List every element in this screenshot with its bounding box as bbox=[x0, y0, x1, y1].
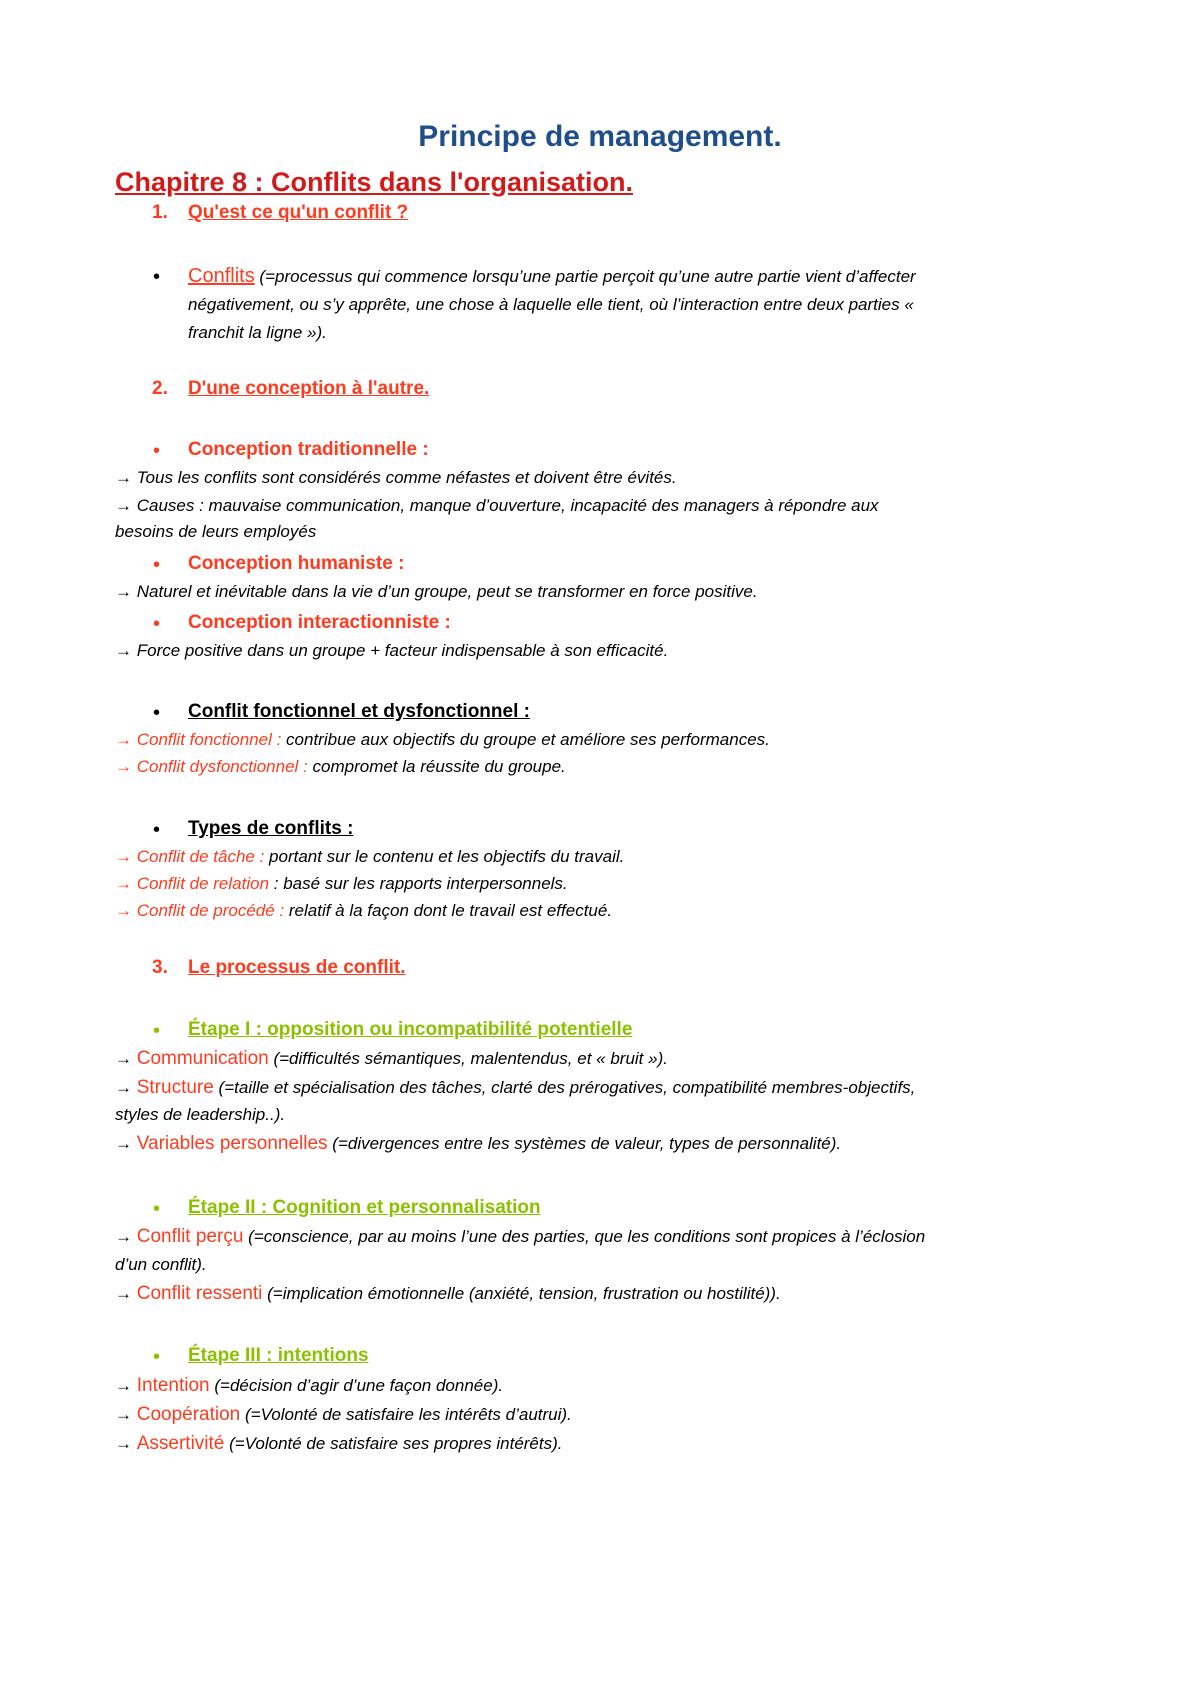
stage-1-line-2b: styles de leadership..). bbox=[115, 1105, 286, 1124]
trad-line-2b: besoins de leurs employés bbox=[115, 522, 317, 541]
bullet-icon: • bbox=[153, 1346, 161, 1368]
stage-3-line-1: → Intention (=décision d’agir d’une façon donnée). bbox=[115, 1375, 504, 1396]
bullet-icon: • bbox=[153, 1020, 161, 1042]
arrow-icon: → bbox=[115, 496, 132, 515]
arrow-icon: → bbox=[115, 757, 132, 776]
section-2-heading: D'une conception à l'autre. bbox=[188, 378, 430, 399]
arrow-icon: → bbox=[115, 1284, 132, 1303]
arrow-icon: → bbox=[115, 1134, 132, 1153]
arrow-icon: → bbox=[115, 847, 132, 866]
bullet-icon: • bbox=[153, 819, 161, 841]
bullet-icon: • bbox=[153, 613, 161, 635]
arrow-icon: → bbox=[115, 468, 132, 487]
section-1-number: 1. bbox=[152, 202, 168, 223]
stage-1-line-2: → Structure (=taille et spécialisation des tâches, clarté des prérogatives, compatibilité membres-objectifs, bbox=[115, 1077, 916, 1098]
types-label: Types de conflits : bbox=[188, 818, 354, 839]
arrow-icon: → bbox=[115, 1376, 132, 1395]
arrow-icon: → bbox=[115, 1405, 132, 1424]
stage-2-label: Étape II : Cognition et personnalisation bbox=[188, 1197, 541, 1218]
trad-line-2: → Causes : mauvaise communication, manque d’ouverture, incapacité des managers à répondre aux bbox=[115, 496, 879, 515]
trad-label: Conception traditionnelle : bbox=[188, 439, 429, 460]
stage-1-line-1: → Communication (=difficultés sémantiques, malentendus, et « bruit »). bbox=[115, 1048, 668, 1069]
bullet-icon: • bbox=[153, 266, 161, 288]
document-title: Principe de management. bbox=[418, 120, 782, 153]
stage-1-label: Étape I : opposition ou incompatibilité potentielle bbox=[188, 1019, 633, 1040]
term-conflits: Conflits bbox=[188, 265, 255, 287]
arrow-icon: → bbox=[115, 901, 132, 920]
section-3-heading: Le processus de conflit. bbox=[188, 957, 406, 978]
types-line-3: → Conflit de procédé : relatif à la façon dont le travail est effectué. bbox=[115, 901, 613, 920]
bullet-icon: • bbox=[153, 554, 161, 576]
stage-3-line-2: → Coopération (=Volonté de satisfaire les intérêts d’autrui). bbox=[115, 1404, 572, 1425]
arrow-icon: → bbox=[115, 582, 132, 601]
inter-line-1: → Force positive dans un groupe + facteur indispensable à son efficacité. bbox=[115, 641, 669, 660]
stage-3-label: Étape III : intentions bbox=[188, 1345, 369, 1366]
arrow-icon: → bbox=[115, 641, 132, 660]
fonc-label: Conflit fonctionnel et dysfonctionnel : bbox=[188, 701, 530, 722]
types-line-1: → Conflit de tâche : portant sur le contenu et les objectifs du travail. bbox=[115, 847, 625, 866]
types-line-2: → Conflit de relation : basé sur les rapports interpersonnels. bbox=[115, 874, 568, 893]
arrow-icon: → bbox=[115, 1434, 132, 1453]
stage-2-line-1: → Conflit perçu (=conscience, par au moins l’une des parties, que les conditions sont propices à l’éclosion bbox=[115, 1226, 926, 1247]
section-1-heading: Qu'est ce qu'un conflit ? bbox=[188, 202, 409, 223]
arrow-icon: → bbox=[115, 1049, 132, 1068]
bullet-icon: • bbox=[153, 1198, 161, 1220]
arrow-icon: → bbox=[115, 730, 132, 749]
section-3-number: 3. bbox=[152, 957, 168, 978]
fonc-line-2: → Conflit dysfonctionnel : compromet la réussite du groupe. bbox=[115, 757, 566, 776]
bullet-icon: • bbox=[153, 440, 161, 462]
stage-2-line-2: → Conflit ressenti (=implication émotionnelle (anxiété, tension, frustration ou hostilité)). bbox=[115, 1283, 781, 1304]
arrow-icon: → bbox=[115, 1078, 132, 1097]
arrow-icon: → bbox=[115, 1227, 132, 1246]
fonc-line-1: → Conflit fonctionnel : contribue aux objectifs du groupe et améliore ses performances. bbox=[115, 730, 770, 749]
inter-label: Conception interactionniste : bbox=[188, 612, 451, 633]
conflict-definition: Conflits (=processus qui commence lorsqu’une partie perçoit qu’une autre partie vient d’affecter négativement, ou s’y apprête, une chose à laquelle elle tient, où l’interaction entre deux parties « franchit la ligne »). bbox=[188, 265, 916, 342]
stage-2-line-1b: d’un conflit). bbox=[115, 1255, 207, 1274]
arrow-icon: → bbox=[115, 874, 132, 893]
chapter-heading: Chapitre 8 : Conflits dans l'organisation. bbox=[115, 167, 633, 197]
stage-1-line-3: → Variables personnelles (=divergences entre les systèmes de valeur, types de personnalité). bbox=[115, 1133, 842, 1154]
stage-3-line-3: → Assertivité (=Volonté de satisfaire ses propres intérêts). bbox=[115, 1433, 563, 1454]
section-2-number: 2. bbox=[152, 378, 168, 399]
hum-line-1: → Naturel et inévitable dans la vie d’un groupe, peut se transformer en force positive. bbox=[115, 582, 758, 601]
bullet-icon: • bbox=[153, 702, 161, 724]
hum-label: Conception humaniste : bbox=[188, 553, 405, 574]
trad-line-1: → Tous les conflits sont considérés comme néfastes et doivent être évités. bbox=[115, 468, 677, 487]
